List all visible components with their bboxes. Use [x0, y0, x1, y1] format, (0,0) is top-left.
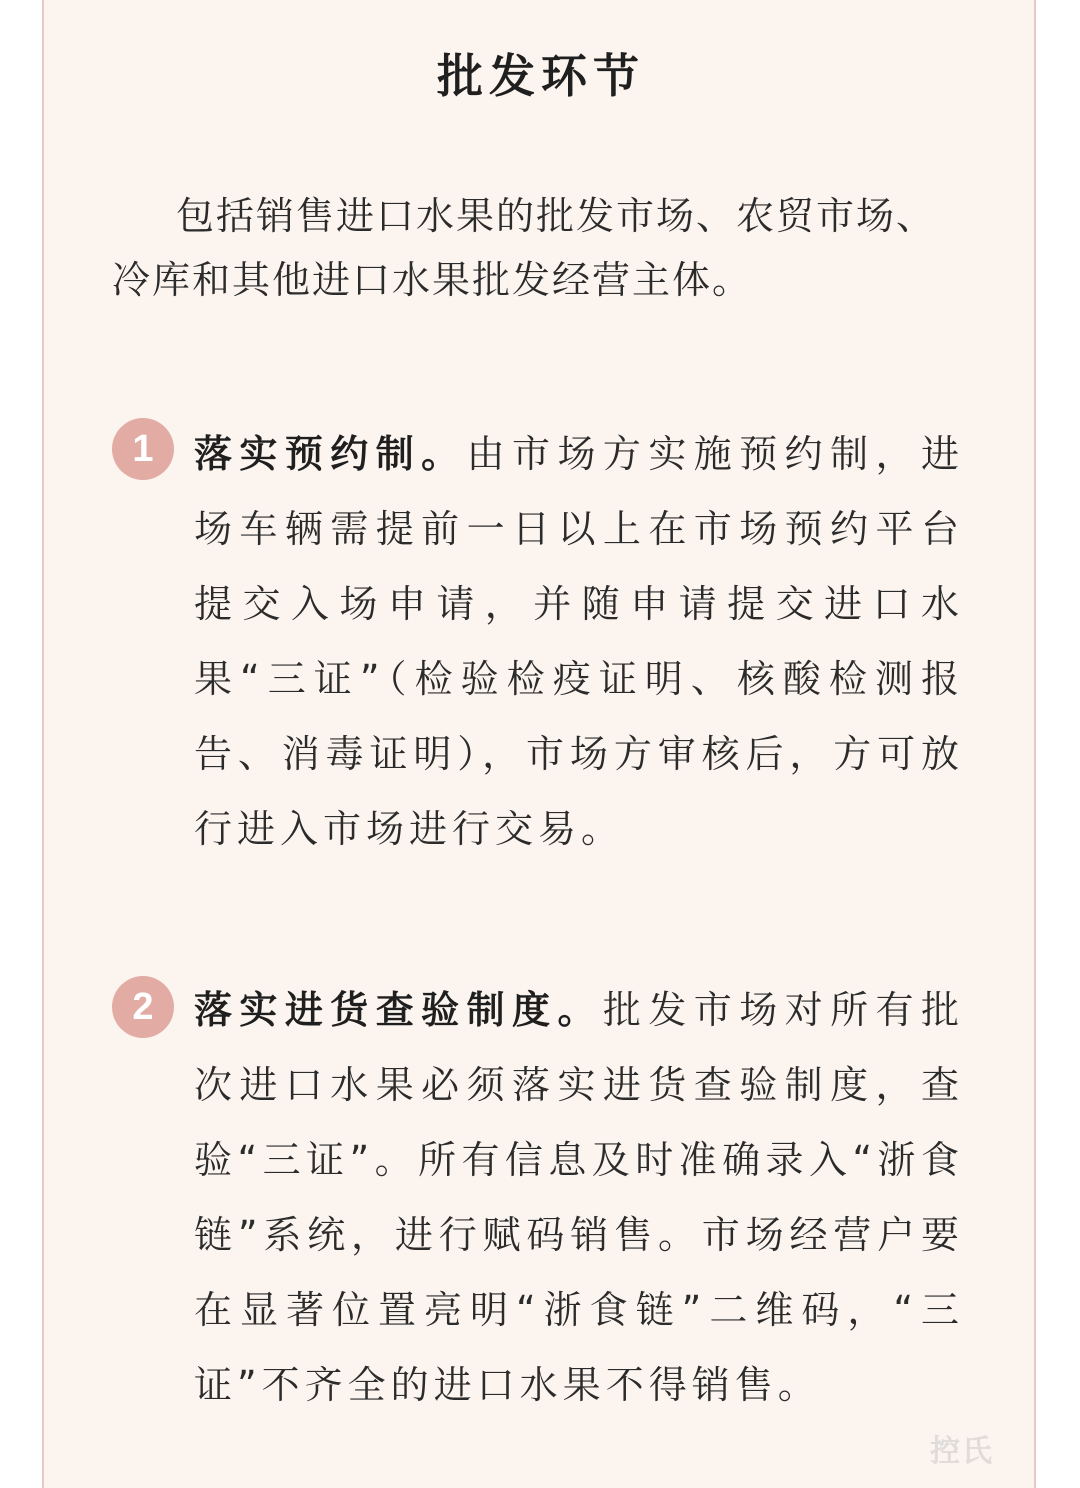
step-body-2: 批发市场对所有批次进口水果必须落实进货查验制度，查验“三证”。所有信息及时准确录入“浙食链”系统，进行赋码销售。市场经营户要在显著位置亮明“浙食链”二维码，“三证”不齐全的进口水果不得销售。	[194, 988, 964, 1407]
step-item-2	[194, 973, 964, 1423]
step-heading-1: 落实预约制。	[194, 432, 467, 476]
step-number-badge-1: 1	[112, 418, 174, 480]
watermark-logo: 控氏	[930, 1434, 994, 1469]
intro-paragraph: 包括销售进口水果的批发市场、农贸市场、冷库和其他进口水果批发经营主体。	[112, 194, 937, 302]
section-title: 批发环节	[437, 49, 645, 103]
step-number-badge-2: 2	[112, 976, 174, 1038]
step-body-1: 由市场方实施预约制，进场车辆需提前一日以上在市场预约平台提交入场申请，并随申请提交进口水果“三证”（检验检疫证明、核酸检测报告、消毒证明），市场方审核后，方可放行进入市场进行交易。	[194, 432, 964, 851]
step-heading-2: 落实进货查验制度。	[194, 988, 603, 1032]
step-item-1	[194, 417, 964, 867]
article-card	[42, 0, 1036, 1488]
